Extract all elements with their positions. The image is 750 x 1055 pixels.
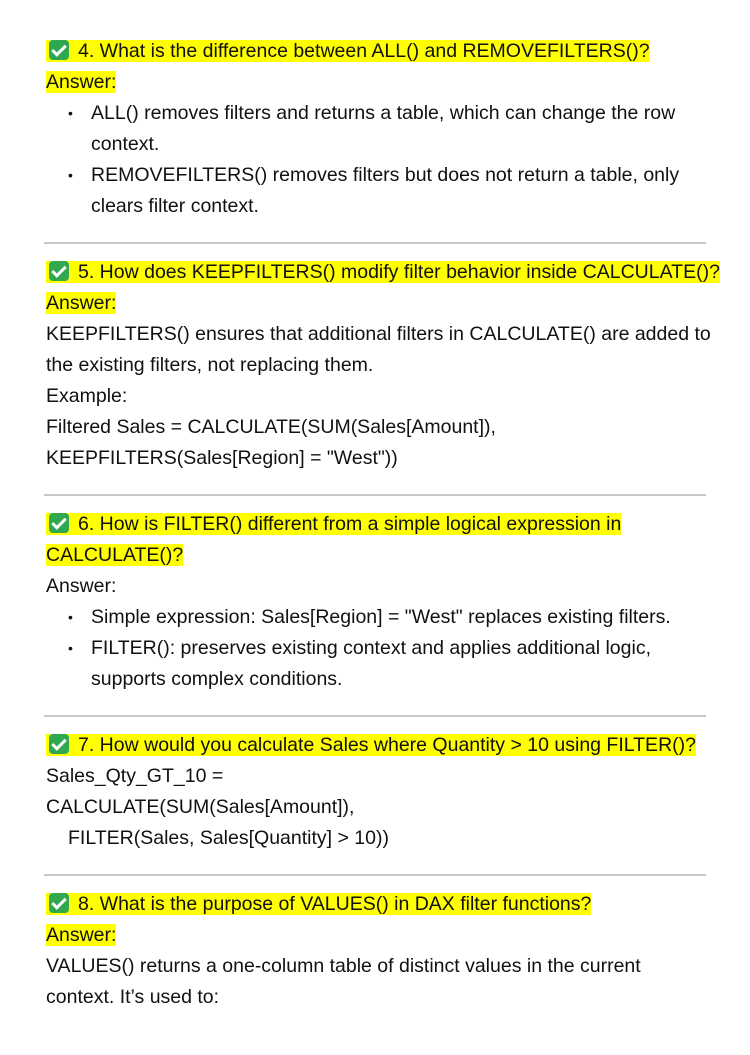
answer-4-list <box>46 98 720 222</box>
list-item: • Simple expression: Sales[Region] = "West" replaces existing filters. <box>46 602 720 633</box>
section-divider <box>44 494 706 496</box>
question-4: 4. What is the difference between ALL() and REMOVEFILTERS()? <box>78 40 650 62</box>
answer-label-8: Answer: <box>46 924 117 946</box>
section-divider <box>44 874 706 876</box>
question-7: 7. How would you calculate Sales where Quantity > 10 using FILTER()? <box>78 734 696 756</box>
answer-5-line: KEEPFILTERS() ensures that additional filters in CALCULATE() are added to <box>46 323 711 345</box>
check-mark-icon <box>49 734 69 754</box>
example-label: Example: <box>46 385 128 407</box>
faq-section-5 <box>46 257 720 474</box>
check-mark-icon <box>49 261 69 281</box>
faq-section-6 <box>46 509 720 695</box>
question-8: 8. What is the purpose of VALUES() in DAX filter functions? <box>78 893 592 915</box>
question-6: 6. How is FILTER() different from a simple logical expression in <box>78 513 622 535</box>
check-mark-icon <box>49 40 69 60</box>
faq-section-8 <box>46 889 720 1013</box>
question-5: 5. How does KEEPFILTERS() modify filter behavior inside CALCULATE()? <box>78 261 720 283</box>
check-mark-icon <box>49 513 69 533</box>
question-8-highlight <box>46 893 591 915</box>
answer-6-list <box>46 602 720 695</box>
question-6-continued: CALCULATE()? <box>46 544 184 566</box>
question-4-highlight <box>46 40 650 62</box>
section-divider <box>44 715 706 717</box>
question-5-highlight <box>46 261 720 283</box>
answer-label-6: Answer: <box>46 575 117 597</box>
answer-label-5: Answer: <box>46 292 117 314</box>
answer-8-line: VALUES() returns a one-column table of distinct values in the current <box>46 955 641 977</box>
code-line: Filtered Sales = CALCULATE(SUM(Sales[Amount]), <box>46 416 496 438</box>
check-mark-icon <box>49 893 69 913</box>
list-item: • ALL() removes filters and returns a table, which can change the row context. <box>46 98 720 160</box>
code-line: Sales_Qty_GT_10 = <box>46 765 224 787</box>
list-item: • FILTER(): preserves existing context and applies additional logic, supports complex conditions. <box>46 633 720 695</box>
list-item: • REMOVEFILTERS() removes filters but does not return a table, only clears filter context. <box>46 160 720 222</box>
faq-section-4 <box>46 36 720 222</box>
question-7-highlight <box>46 734 696 756</box>
answer-label-4: Answer: <box>46 71 117 93</box>
code-line: KEEPFILTERS(Sales[Region] = "West")) <box>46 447 398 469</box>
answer-5-line: the existing filters, not replacing them. <box>46 354 374 376</box>
faq-section-7 <box>46 730 720 854</box>
code-line: FILTER(Sales, Sales[Quantity] > 10)) <box>68 827 389 849</box>
answer-8-line: context. It’s used to: <box>46 986 220 1008</box>
section-divider <box>44 242 706 244</box>
code-line: CALCULATE(SUM(Sales[Amount]), <box>46 796 355 818</box>
question-6-highlight <box>46 513 621 535</box>
